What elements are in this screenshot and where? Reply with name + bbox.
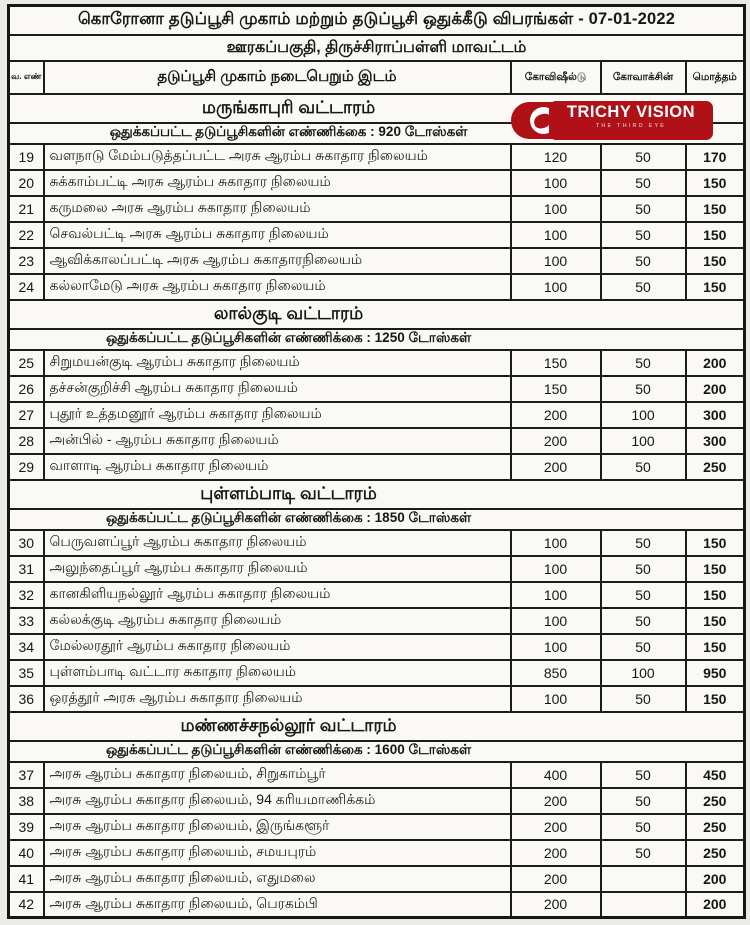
row-location: அரசு ஆரம்ப சுகாதார நிலையம், இருங்களூர் [44, 814, 511, 840]
row-location: சுக்காம்பட்டி அரசு ஆரம்ப சுகாதார நிலையம் [44, 170, 511, 196]
row-total: 200 [686, 866, 745, 892]
table-row [9, 196, 745, 222]
row-total: 150 [686, 530, 745, 556]
section-header-row [9, 480, 745, 509]
row-total: 150 [686, 582, 745, 608]
section-title: புள்ளம்பாடி வட்டாரம் [200, 482, 377, 503]
row-total: 150 [686, 196, 745, 222]
row-covaxin: 50 [601, 634, 686, 660]
table-row [9, 866, 745, 892]
row-total: 150 [686, 222, 745, 248]
row-serial: 37 [9, 762, 44, 788]
row-total: 200 [686, 376, 745, 402]
section-header-row [9, 712, 745, 741]
table-row [9, 660, 745, 686]
row-location: ஆவிக்காலப்பட்டி அரசு ஆரம்ப சுகாதாரநிலையம் [44, 248, 511, 274]
column-header-location: தடுப்பூசி முகாம் நடைபெறும் இடம் [44, 61, 511, 94]
column-header-covishield: கோவிஷீல்டு [511, 61, 601, 94]
table-row [9, 892, 745, 918]
row-covaxin: 50 [601, 274, 686, 300]
row-location: அரசு ஆரம்ப சுகாதார நிலையம், சமயபுரம் [44, 840, 511, 866]
allocation-text: ஒதுக்கப்பட்ட தடுப்பூசிகளின் எண்ணிக்கை : 920 டோஸ்கள் [109, 124, 468, 139]
row-total: 200 [686, 350, 745, 376]
row-serial: 26 [9, 376, 44, 402]
row-total: 150 [686, 608, 745, 634]
row-covishield: 100 [511, 274, 601, 300]
row-serial: 33 [9, 608, 44, 634]
table-row [9, 222, 745, 248]
subtitle-row [9, 35, 745, 61]
row-serial: 42 [9, 892, 44, 918]
row-covaxin: 50 [601, 814, 686, 840]
table-row [9, 170, 745, 196]
row-covishield: 150 [511, 350, 601, 376]
row-covishield: 100 [511, 196, 601, 222]
allocation-row [9, 329, 745, 350]
table-row [9, 582, 745, 608]
row-covishield: 100 [511, 634, 601, 660]
row-total: 150 [686, 556, 745, 582]
allocation-text: ஒதுக்கப்பட்ட தடுப்பூசிகளின் எண்ணிக்கை : 1250 டோஸ்கள் [105, 330, 472, 345]
row-location: வாளாடி ஆரம்ப சுகாதார நிலையம் [44, 454, 511, 480]
row-location: கானகிளியநல்லூர் ஆரம்ப சுகாதார நிலையம் [44, 582, 511, 608]
row-serial: 36 [9, 686, 44, 712]
row-covaxin: 50 [601, 530, 686, 556]
row-serial: 34 [9, 634, 44, 660]
row-covishield: 120 [511, 144, 601, 170]
row-serial: 32 [9, 582, 44, 608]
row-total: 150 [686, 248, 745, 274]
row-covishield: 150 [511, 376, 601, 402]
row-covishield: 200 [511, 454, 601, 480]
row-location: அரசு ஆரம்ப சுகாதார நிலையம், 94 கரியமாணிக்கம் [44, 788, 511, 814]
row-covaxin: 50 [601, 144, 686, 170]
table-row [9, 402, 745, 428]
row-location: பெருவளப்பூர் ஆரம்ப சுகாதார நிலையம் [44, 530, 511, 556]
row-covaxin: 50 [601, 762, 686, 788]
row-covishield: 100 [511, 556, 601, 582]
row-total: 250 [686, 454, 745, 480]
table-row [9, 350, 745, 376]
row-total: 300 [686, 402, 745, 428]
row-total: 150 [686, 274, 745, 300]
row-location: மேல்லரதூர் ஆரம்ப சுகாதார நிலையம் [44, 634, 511, 660]
column-header-serial: வ. எண் [9, 61, 44, 94]
row-location: வளநாடு மேம்படுத்தப்பட்ட அரசு ஆரம்ப சுகாதார நிலையம் [44, 144, 511, 170]
row-total: 300 [686, 428, 745, 454]
allocation-text: ஒதுக்கப்பட்ட தடுப்பூசிகளின் எண்ணிக்கை : 1600 டோஸ்கள் [105, 742, 472, 757]
row-total: 250 [686, 788, 745, 814]
column-header-total: மொத்தம் [686, 61, 745, 94]
row-covaxin: 50 [601, 248, 686, 274]
row-covaxin: 50 [601, 686, 686, 712]
row-serial: 20 [9, 170, 44, 196]
row-covaxin: 50 [601, 582, 686, 608]
row-covaxin: 100 [601, 428, 686, 454]
row-covaxin: 50 [601, 454, 686, 480]
row-serial: 19 [9, 144, 44, 170]
title-row [9, 6, 745, 35]
table-row [9, 556, 745, 582]
row-serial: 38 [9, 788, 44, 814]
row-serial: 24 [9, 274, 44, 300]
row-covishield: 100 [511, 222, 601, 248]
logo-tagline-text: THE THIRD EYE [595, 123, 667, 129]
row-covaxin: 50 [601, 170, 686, 196]
row-total: 950 [686, 660, 745, 686]
row-covishield: 100 [511, 582, 601, 608]
allocation-row [9, 509, 745, 530]
table-row [9, 454, 745, 480]
page-title: கொரோனா தடுப்பூசி முகாம் மற்றும் தடுப்பூசி ஒதுக்கீடு விபரங்கள் - 07-01-2022 [9, 6, 745, 35]
section-title: லால்குடி வட்டாரம் [213, 302, 364, 323]
row-location: சிறுமயன்குடி ஆரம்ப சுகாதார நிலையம் [44, 350, 511, 376]
row-covaxin: 50 [601, 376, 686, 402]
row-covaxin: 50 [601, 608, 686, 634]
vaccination-table [7, 4, 746, 919]
row-covaxin: 50 [601, 556, 686, 582]
row-covishield: 100 [511, 608, 601, 634]
table-row [9, 608, 745, 634]
column-header-row [9, 61, 745, 94]
row-total: 200 [686, 892, 745, 918]
page-subtitle: ஊரகப்பகுதி, திருச்சிராப்பள்ளி மாவட்டம் [9, 35, 745, 61]
table-row [9, 686, 745, 712]
row-location: அலுந்தைப்பூர் ஆரம்ப சுகாதார நிலையம் [44, 556, 511, 582]
row-total: 170 [686, 144, 745, 170]
row-location: கல்லக்குடி ஆரம்ப சுகாதார நிலையம் [44, 608, 511, 634]
table-row [9, 248, 745, 274]
row-covaxin: 50 [601, 350, 686, 376]
table-row [9, 530, 745, 556]
table-row [9, 840, 745, 866]
row-covishield: 200 [511, 814, 601, 840]
table-row [9, 634, 745, 660]
table-row [9, 274, 745, 300]
row-covishield: 850 [511, 660, 601, 686]
row-location: கல்லாமேடு அரசு ஆரம்ப சுகாதார நிலையம் [44, 274, 511, 300]
row-location: புதூர் உத்தமனூர் ஆரம்ப சுகாதார நிலையம் [44, 402, 511, 428]
logo-brand-text: TRICHY VISION [566, 103, 696, 121]
table-row [9, 144, 745, 170]
table-row [9, 376, 745, 402]
row-covishield: 100 [511, 530, 601, 556]
row-location: அன்பில் - ஆரம்ப சுகாதார நிலையம் [44, 428, 511, 454]
allocation-row [9, 741, 745, 762]
row-covishield: 200 [511, 788, 601, 814]
row-serial: 30 [9, 530, 44, 556]
section-title: மருங்காபுரி வட்டாரம் [201, 96, 376, 117]
row-location: அரசு ஆரம்ப சுகாதார நிலையம், சிறுகாம்பூர் [44, 762, 511, 788]
table-row [9, 762, 745, 788]
row-location: புள்ளம்பாடி வட்டார சுகாதார நிலையம் [44, 660, 511, 686]
row-serial: 41 [9, 866, 44, 892]
row-covishield: 100 [511, 686, 601, 712]
row-serial: 28 [9, 428, 44, 454]
row-covaxin: 100 [601, 660, 686, 686]
row-covaxin: 50 [601, 788, 686, 814]
row-covishield: 100 [511, 248, 601, 274]
row-serial: 25 [9, 350, 44, 376]
table-row [9, 814, 745, 840]
row-serial: 27 [9, 402, 44, 428]
row-covaxin [601, 866, 686, 892]
row-total: 250 [686, 814, 745, 840]
row-covaxin [601, 892, 686, 918]
logo-plate [549, 101, 713, 140]
table-row [9, 788, 745, 814]
allocation-text: ஒதுக்கப்பட்ட தடுப்பூசிகளின் எண்ணிக்கை : 1850 டோஸ்கள் [105, 510, 472, 525]
row-serial: 29 [9, 454, 44, 480]
row-serial: 21 [9, 196, 44, 222]
row-covaxin: 50 [601, 840, 686, 866]
row-covishield: 200 [511, 892, 601, 918]
row-location: கருமலை அரசு ஆரம்ப சுகாதார நிலையம் [44, 196, 511, 222]
row-total: 250 [686, 840, 745, 866]
row-serial: 23 [9, 248, 44, 274]
section-title: மண்ணச்சநல்லூர் வட்டாரம் [180, 714, 397, 735]
row-serial: 35 [9, 660, 44, 686]
row-location: அரசு ஆரம்ப சுகாதார நிலையம், எதுமலை [44, 866, 511, 892]
row-covishield: 400 [511, 762, 601, 788]
row-total: 150 [686, 170, 745, 196]
row-covishield: 200 [511, 840, 601, 866]
row-location: அரசு ஆரம்ப சுகாதார நிலையம், பெரகம்பி [44, 892, 511, 918]
row-covishield: 200 [511, 402, 601, 428]
section-header-row [9, 300, 745, 329]
row-location: தச்சன்குறிச்சி ஆரம்ப சுகாதார நிலையம் [44, 376, 511, 402]
row-serial: 40 [9, 840, 44, 866]
row-covishield: 200 [511, 428, 601, 454]
row-serial: 39 [9, 814, 44, 840]
row-total: 150 [686, 634, 745, 660]
row-serial: 22 [9, 222, 44, 248]
row-total: 450 [686, 762, 745, 788]
table-body [9, 6, 745, 918]
row-covishield: 100 [511, 170, 601, 196]
row-covaxin: 50 [601, 196, 686, 222]
row-serial: 31 [9, 556, 44, 582]
row-covaxin: 100 [601, 402, 686, 428]
table-row [9, 428, 745, 454]
row-location: செவல்பட்டி அரசு ஆரம்ப சுகாதார நிலையம் [44, 222, 511, 248]
column-header-covaxin: கோவாக்சின் [601, 61, 686, 94]
row-covishield: 200 [511, 866, 601, 892]
trichy-vision-logo [511, 100, 713, 141]
row-covaxin: 50 [601, 222, 686, 248]
row-total: 150 [686, 686, 745, 712]
row-location: ஒரத்தூர் அரசு ஆரம்ப சுகாதார நிலையம் [44, 686, 511, 712]
